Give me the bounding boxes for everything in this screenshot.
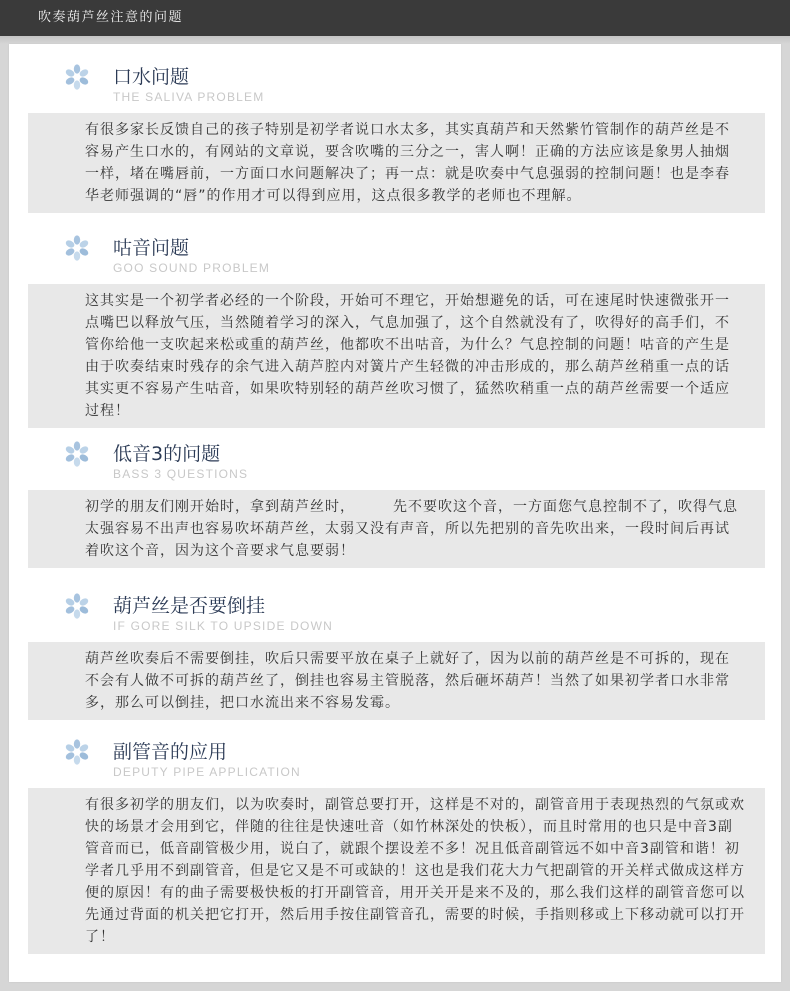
section-subtitle: GOO SOUND PROBLEM: [113, 261, 271, 275]
section-title: 低音3的问题: [113, 443, 221, 465]
text-line: 先通过背面的机关把它打开，然后用手按住副管音孔，需要的时候，手指则移或上下移动就可以打开: [85, 907, 745, 923]
text-line: 有很多初学的朋友们，以为吹奏时，副管总要打开，这样是不对的，副管音用于表现热烈的气氛或欢: [85, 797, 745, 813]
section-saliva: [0, 63, 790, 204]
text-line: 快的场景才会用到它，伴随的往往是快速吐音（如竹林深处的快板），而且时常用的也只是中音3副: [85, 819, 733, 835]
section-upside-down: [0, 592, 790, 711]
text-line: 不会有人做不可拆的葫芦丝了，倒挂也容易主管脱落，然后砸坏葫芦！当然了如果初学者口水非常: [85, 673, 730, 689]
text-line: 着吹这个音，因为这个音要求气息要弱！: [85, 543, 355, 559]
section-subtitle: IF GORE SILK TO UPSIDE DOWN: [113, 619, 333, 633]
section-bass-3: [0, 440, 790, 559]
section-subtitle: THE SALIVA PROBLEM: [113, 90, 265, 104]
text-line: 葫芦丝吹奏后不需要倒挂，吹后只需要平放在桌子上就好了，因为以前的葫芦丝是不可拆的，现在: [85, 651, 730, 667]
text-line: 多，那么可以倒挂，把口水流出来不容易发霉。: [85, 695, 400, 711]
section-title: 葫芦丝是否要倒挂: [113, 595, 266, 617]
text-line: 了！: [85, 929, 115, 945]
section-subtitle: BASS 3 QUESTIONS: [113, 467, 249, 481]
section-text-block: [28, 642, 765, 720]
text-line: 过程！: [85, 403, 130, 419]
section-deputy-pipe: [0, 738, 790, 945]
section-title: 口水问题: [113, 66, 190, 88]
text-line: 初学的朋友们刚开始时，拿到葫芦丝时， 先不要吹这个音，一方面您气息控制不了，吹得气息: [85, 499, 738, 515]
text-line: 学者几乎用不到副管音，但是它又是不可或缺的！这也是我们花大力气把副管的开关样式做成这样方: [85, 863, 745, 879]
flower-icon: [64, 235, 90, 261]
text-line: 有很多家长反馈自己的孩子特别是初学者说口水太多，其实真葫芦和天然紫竹管制作的葫芦丝是不: [85, 122, 730, 138]
section-text-block: [28, 490, 765, 568]
text-line: 便的原因！有的曲子需要极快板的打开副管音，用开关开是来不及的，那么我们这样的副管音您可以: [85, 885, 745, 901]
flower-icon: [64, 739, 90, 765]
flower-icon: [64, 593, 90, 619]
section-subtitle: DEPUTY PIPE APPLICATION: [113, 765, 301, 779]
text-line: 由于吹奏结束时残存的余气进入葫芦腔内对簧片产生轻微的冲击形成的，那么葫芦丝稍重一点的话: [85, 359, 730, 375]
text-line: 点嘴巴以释放气压，当然随着学习的深入，气息加强了，这个自然就没有了，吹得好的高手们，不: [85, 315, 730, 331]
section-title: 副管音的应用: [113, 741, 228, 763]
text-line: 管音而已，低音副管极少用，说白了，就跟个摆设差不多！况且低音副管远不如中音3副管和谐！初: [85, 841, 740, 857]
text-line: 这其实是一个初学者必经的一个阶段，开始可不理它，开始想避免的话，可在速尾时快速微张开一: [85, 293, 730, 309]
section-goo-sound: [0, 234, 790, 419]
page-title: 吹奏葫芦丝注意的问题: [38, 10, 184, 25]
section-title: 咕音问题: [113, 237, 190, 259]
section-text-block: [28, 788, 765, 954]
flower-icon: [64, 64, 90, 90]
text-line: 容易产生口水的，有网站的文章说，要含吹嘴的三分之一，害人啊！正确的方法应该是象男人抽烟: [85, 144, 730, 160]
text-line: 管你给他一支吹起来松或重的葫芦丝，他都吹不出咕音，为什么？气息控制的问题！咕音的产生是: [85, 337, 730, 353]
flower-icon: [64, 441, 90, 467]
text-line: 太强容易不出声也容易吹坏葫芦丝，太弱又没有声音，所以先把别的音先吹出来，一段时间后再试: [85, 521, 730, 537]
text-line: 华老师强调的“唇”的作用才可以得到应用，这点很多教学的老师也不理解。: [85, 188, 582, 204]
text-line: 一样，堵在嘴唇前，一方面口水问题解决了；再一点：就是吹奏中气息强弱的控制问题！也是李春: [85, 166, 730, 182]
header-bar: [0, 0, 790, 36]
section-text-block: [28, 113, 765, 213]
section-text-block: [28, 284, 765, 428]
text-line: 其实更不容易产生咕音，如果吹特别轻的葫芦丝吹习惯了，猛然吹稍重一点的葫芦丝需要一个适应: [85, 381, 730, 397]
header-divider: [0, 36, 790, 44]
